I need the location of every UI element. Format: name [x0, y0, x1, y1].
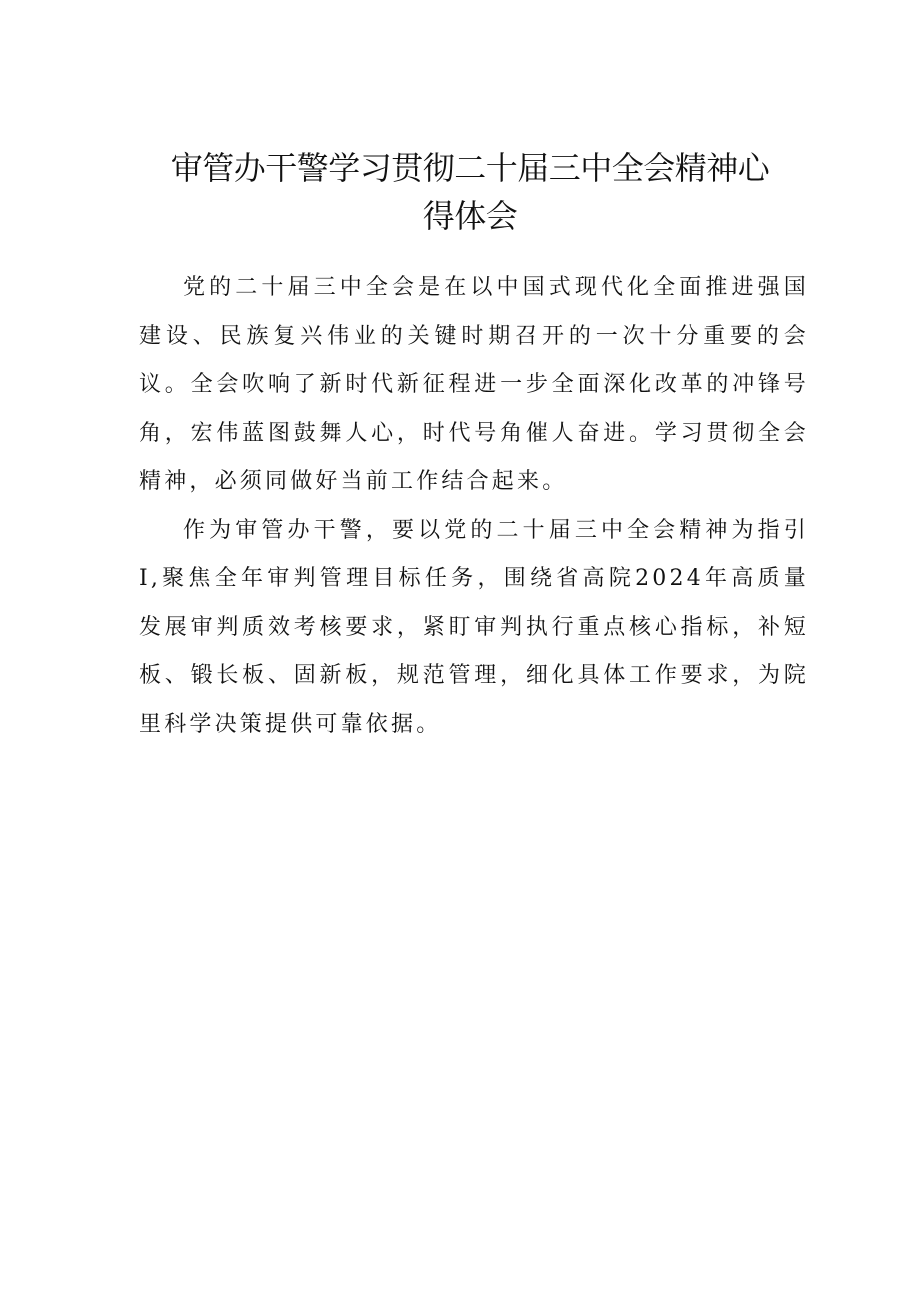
- document-title-line-1: 审管办干警学习贯彻二十届三中全会精神心: [170, 149, 770, 187]
- document-body: [139, 264, 809, 749]
- document-title-line-2: 得体会: [422, 197, 518, 235]
- body-paragraph-2: 作为审管办干警，要以党的二十届三中全会精神为指引I,聚焦全年审判管理目标任务，围绕省高院2024年高质量发展审判质效考核要求，紧盯审判执行重点核心指标，补短板、锻长板、固新板，规范管理，细化具体工作要求，为院里科学决策提供可靠依据。: [139, 517, 809, 737]
- body-paragraph-1: 党的二十届三中全会是在以中国式现代化全面推进强国建设、民族复兴伟业的关键时期召开的一次十分重要的会议。全会吹响了新时代新征程进一步全面深化改革的冲锋号角，宏伟蓝图鼓舞人心，时代号角催人奋进。学习贯彻全会精神，必须同做好当前工作结合起来。: [139, 275, 809, 494]
- document-title: [120, 144, 820, 240]
